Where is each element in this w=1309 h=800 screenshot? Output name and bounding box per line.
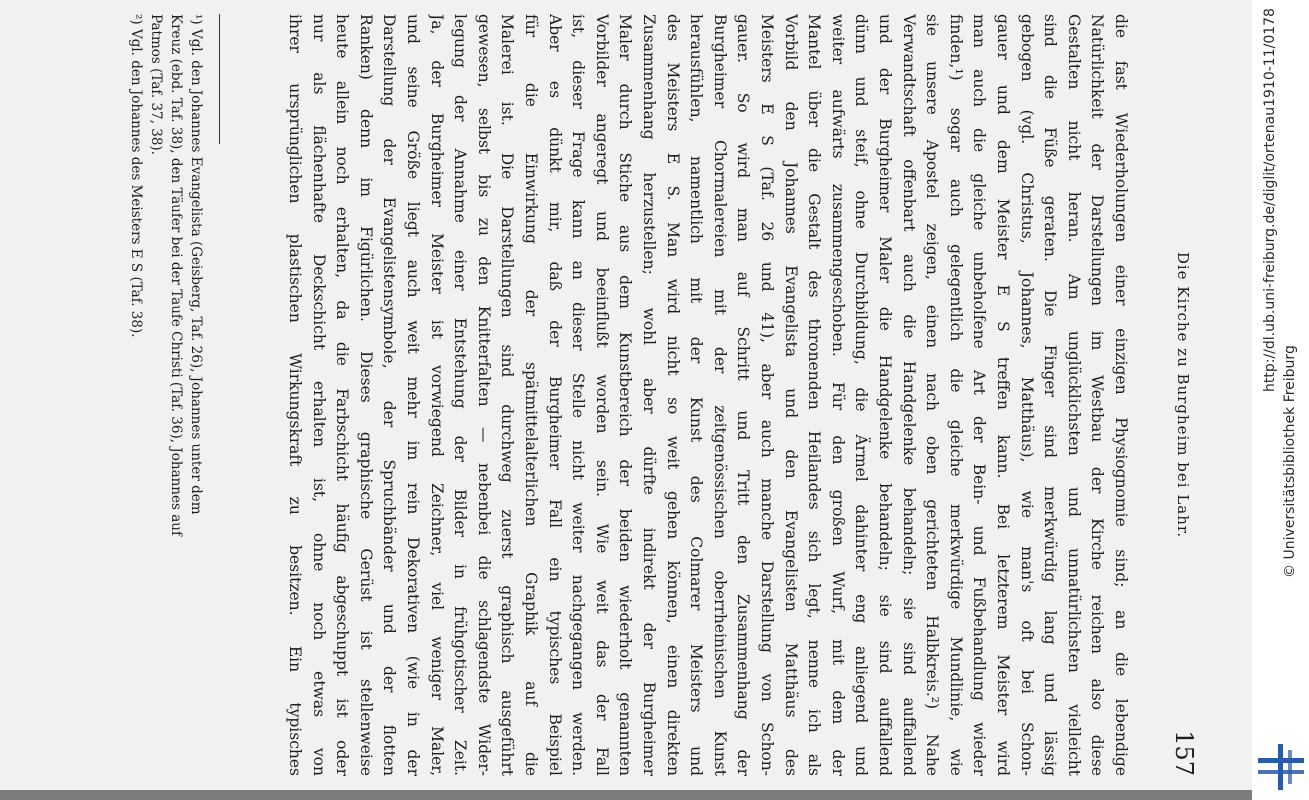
text-line: sind die Füße geraten. Die Finger sind merkwürdig lang und lässig [1041, 14, 1060, 776]
footnote-line: ¹) Vgl. den Johannes Evangelista (Geisberg, Taf. 26), Johannes unter dem [188, 14, 204, 515]
watermark-strip [1252, 0, 1309, 800]
text-line: Meisters E S (Taf. 26 und 41), aber auch manche Darstellung von Schon- [758, 14, 776, 776]
text-line: Malerei ist. Die Darstellungen sind durchweg zuerst graphisch ausgeführt [498, 14, 517, 776]
text-line: weiter aufwärts zusammengeschoben. Für den großen Wurf, mit dem der [828, 14, 847, 776]
footnote-line: ²) Vgl. den Johannes des Meisters E S (Taf. 38). [128, 14, 144, 338]
text-line: gauer. So wird man auf Schritt und Tritt den Zusammenhang der [734, 14, 753, 776]
text-line: nur als flächenhafte Deckschicht erhalten ist, ohne noch etwas von [309, 14, 328, 776]
text-line: und seine Größe liegt auch weit mehr im rein Dekorativen (wie in der [404, 14, 422, 776]
text-line: dünn und steif, ohne Durchbildung, die Ärmel dahinter eng anliegend und [852, 14, 871, 776]
rights-notice: © Universitätsbibliothek Freiburg [1282, 345, 1298, 578]
text-line: Mantel über die Gestalt des thronenden Heilandes sich legt, nenne ich als [805, 14, 824, 776]
text-line: und der Burgheimer Maler die Handgelenke behandeln; sie sind auffallend [876, 14, 894, 776]
text-line: man auch die gleiche unbeholfene Art der Bein- und Fußbehandlung wieder [970, 14, 989, 776]
library-logo-icon [1258, 744, 1304, 790]
text-line: ihrer ursprünglichen plastischen Wirkungskraft zu besitzen. Ein typisches [286, 14, 304, 776]
text-line: gewesen, selbst bis zu den Knitterfalten — nebenbei die schlagendste Wider- [474, 14, 493, 776]
page-number: 157 [1170, 730, 1198, 776]
text-line: Zusammenhang herzustellen; wohl aber dürfte indirekt der Burgheimer [640, 14, 658, 776]
body-text [272, 14, 1132, 776]
text-line: Ja, der Burgheimer Meister ist vorwiegend Zeichner, viel weniger Maler, [427, 14, 446, 776]
text-line: des Meisters E S. Man wird nicht so weit gehen können, einen direkten [663, 14, 682, 776]
text-line: Ranken) denn im Figürlichen. Dieses graphische Gerüst ist stellenweise [356, 14, 375, 776]
text-line: Gestalten nicht heran. Am unglücklichsten und unnatürlichsten vielleicht [1064, 14, 1083, 776]
text-line: gauer und dem Meister E S treffen kann. Bei letzterem Meister wird [994, 14, 1012, 776]
footnote-rule [219, 14, 220, 144]
source-url[interactable]: http://dl.ub.uni-freiburg.de/diglit/ortenau1910-11/0178 [1262, 8, 1278, 392]
text-line: Burgheimer Chormalereien mit der zeitgenössischen oberrheinischen Kunst [710, 14, 729, 776]
running-head [1158, 0, 1198, 790]
text-line: für die Einwirkung der spätmittelalterlichen Graphik auf die [522, 14, 540, 776]
text-line: die fast Wiederholungen einer einzigen Physiognomie sind; an die lebendige [1112, 14, 1130, 776]
text-line: sie unsere Apostel zeigen, einen nach oben gerichteten Halbkreis.²) Nahe [923, 14, 942, 776]
footnote-line: Kreuz (ebd. Taf. 38), den Täufer bei der Taufe Christi (Taf. 36), Johannes auf [168, 14, 184, 536]
text-line: Aber es dünkt mir, daß der Burgheimer Fall ein typisches Beispiel [545, 14, 564, 776]
text-line: heute allein noch erhalten, da die Farbschicht häufig abgeschuppt ist oder [333, 14, 352, 776]
text-line: herausfühlen, namentlich mit der Kunst des Colmarer Meisters und [687, 14, 706, 776]
text-line: legung der Annahme einer Entstehung der Bilder in frühgotischer Zeit. [451, 14, 470, 776]
footnote-line: Patmos (Taf. 37, 38). [148, 14, 164, 155]
text-line: Vorbilder angeregt und beeinflußt worden sein. Wie weit das der Fall [592, 14, 611, 776]
text-line: Vorbild den Johannes Evangelista und den Evangelisten Matthäus des [781, 14, 800, 776]
text-line: finden,¹) sogar auch gelegentlich die gleiche merkwürdige Mundlinie, wie [946, 14, 965, 776]
running-title: Die Kirche zu Burgheim bei Lahr. [1174, 251, 1192, 539]
text-line: gebogen (vgl. Christus, Johannes, Matthäus), wie man's oft bei Schon- [1017, 14, 1036, 776]
text-line: Maler durch Stiche aus dem Kunstbereich der beiden wiederholt genannten [616, 14, 635, 776]
text-line: Darstellung der Evangelistensymbole, der Spruchbänder und der flotten [380, 14, 399, 776]
text-line: ist, dieser Frage kann an dieser Stelle nicht weiter nachgegangen werden. [569, 14, 588, 776]
text-line: Natürlichkeit der Darstellungen im Westbau der Kirche reichen also diese [1088, 14, 1107, 776]
text-line: Verwandtschaft offenbart auch die Handgelenke behandeln; sie sind auffallend [899, 14, 918, 776]
